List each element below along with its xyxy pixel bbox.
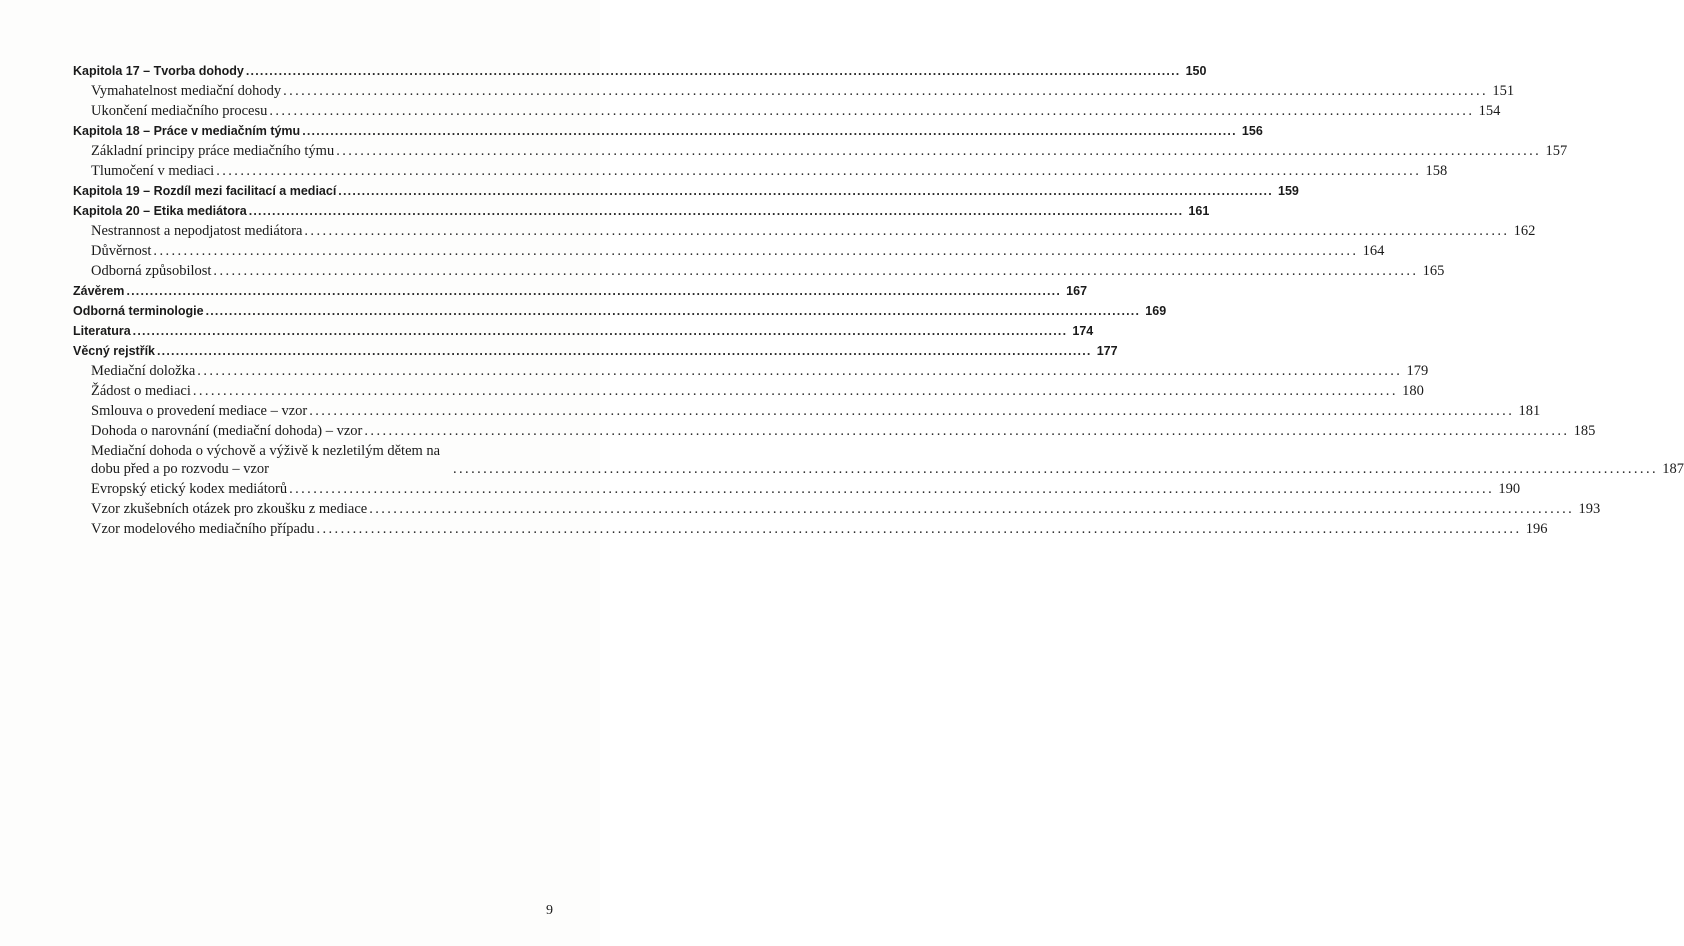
toc-chapter-entry [73, 60, 1207, 80]
toc-subentry [73, 260, 1445, 280]
toc-entry-title: Základní principy práce mediačního týmu [91, 143, 335, 159]
dot-leader: ........................................................................................................................................................................................................ [316, 521, 1522, 537]
dot-leader: ........................................................................................................................................................................................................ [132, 324, 1068, 338]
dot-leader: ........................................................................................................................................................................................................ [213, 263, 1419, 279]
dot-leader: ........................................................................................................................................................................................................ [302, 124, 1237, 138]
toc-entry-page: 193 [1578, 501, 1601, 517]
toc-chapter-entry [73, 320, 1094, 340]
toc-chapter-entry [73, 200, 1210, 220]
toc-entry-title: Kapitola 18 – Práce v mediačním týmu [73, 124, 301, 138]
toc-subentry [73, 400, 1541, 420]
toc-entry-title: Ukončení mediačního procesu [91, 103, 268, 119]
toc-entry-title: Závěrem [73, 284, 125, 298]
dot-leader: ........................................................................................................................................................................................................ [157, 344, 1092, 358]
toc-entry-title: Kapitola 20 – Etika mediátora [73, 204, 247, 218]
toc-entry-page: 180 [1402, 383, 1424, 399]
toc-subentry [73, 380, 1424, 400]
toc-entry-page: 164 [1362, 243, 1385, 259]
toc-subentry [73, 440, 1684, 478]
toc-subentry [73, 220, 1536, 240]
toc-entry-title: Žádost o mediaci [91, 383, 191, 399]
dot-leader: ........................................................................................................................................................................................................ [126, 284, 1062, 298]
toc-entry-page: 159 [1278, 184, 1299, 198]
toc-entry-page: 167 [1066, 284, 1088, 298]
toc-entry-title: Vzor zkušebních otázek pro zkoušku z mediace [91, 501, 368, 517]
dot-leader: ........................................................................................................................................................................................................ [216, 163, 1422, 179]
toc-entry-title: Kapitola 19 – Rozdíl mezi facilitací a mediací [73, 184, 337, 198]
toc-chapter-entry [73, 180, 1299, 200]
table-of-contents [73, 60, 1684, 538]
toc-subentry [73, 160, 1448, 180]
toc-entry-page: 165 [1422, 263, 1445, 279]
toc-subentry [73, 498, 1601, 518]
toc-entry-page: 174 [1072, 324, 1094, 338]
page-number: 9 [546, 903, 553, 918]
toc-entry-page: 162 [1513, 223, 1536, 239]
dot-leader: ........................................................................................................................................................................................................ [304, 223, 1510, 239]
toc-entry-page: 185 [1573, 423, 1596, 439]
toc-entry-page: 150 [1185, 64, 1207, 78]
dot-leader: ........................................................................................................................................................................................................ [453, 461, 1658, 477]
toc-subentry [73, 100, 1501, 120]
toc-entry-page: 151 [1492, 83, 1515, 99]
toc-entry-title: Věcný rejstřík [73, 344, 155, 358]
toc-entry-title: Dohoda o narovnání (mediační dohoda) – vzor [91, 423, 363, 439]
toc-subentry [73, 478, 1521, 498]
toc-entry-title: Důvěrnost [91, 243, 152, 259]
dot-leader: ........................................................................................................................................................................................................ [248, 204, 1184, 218]
dot-leader: ........................................................................................................................................................................................................ [283, 83, 1489, 99]
toc-entry-page: 161 [1188, 204, 1210, 218]
toc-entry-title: Vzor modelového mediačního případu [91, 521, 315, 537]
toc-entry-title: Odborná způsobilost [91, 263, 212, 279]
toc-entry-page: 187 [1662, 461, 1684, 477]
toc-entry-title: Mediační dohoda o výchově a výživě k nezletilým dětem na dobu před a po rozvodu – vzor [91, 443, 441, 477]
toc-entry-page: 196 [1525, 521, 1548, 537]
toc-subentry [73, 420, 1596, 440]
dot-leader: ........................................................................................................................................................................................................ [192, 383, 1398, 399]
toc-entry-page: 177 [1096, 344, 1118, 358]
toc-entry-title: Vymahatelnost mediační dohody [91, 83, 282, 99]
toc-entry-title: Smlouva o provedení mediace – vzor [91, 403, 308, 419]
toc-entry-page: 179 [1406, 363, 1429, 379]
toc-entry-title: Evropský etický kodex mediátorů [91, 481, 288, 497]
toc-entry-page: 169 [1145, 304, 1167, 318]
toc-subentry [73, 360, 1429, 380]
toc-subentry [73, 240, 1385, 260]
toc-entry-title: Literatura [73, 324, 131, 338]
dot-leader: ........................................................................................................................................................................................................ [338, 184, 1273, 198]
toc-subentry [73, 518, 1548, 538]
dot-leader: ........................................................................................................................................................................................................ [289, 481, 1495, 497]
dot-leader: ........................................................................................................................................................................................................ [309, 403, 1515, 419]
toc-chapter-entry [73, 120, 1263, 140]
toc-chapter-entry [73, 340, 1118, 360]
toc-entry-page: 156 [1241, 124, 1263, 138]
toc-chapter-entry [73, 280, 1088, 300]
toc-subentry [73, 140, 1568, 160]
dot-leader: ........................................................................................................................................................................................................ [336, 143, 1542, 159]
toc-entry-page: 157 [1545, 143, 1568, 159]
toc-chapter-entry [73, 300, 1167, 320]
dot-leader: ........................................................................................................................................................................................................ [269, 103, 1475, 119]
dot-leader: ........................................................................................................................................................................................................ [153, 243, 1359, 259]
toc-entry-title: Odborná terminologie [73, 304, 204, 318]
toc-entry-page: 181 [1518, 403, 1541, 419]
toc-entry-title: Tlumočení v mediaci [91, 163, 215, 179]
toc-entry-title: Nestrannost a nepodjatost mediátora [91, 223, 303, 239]
dot-leader: ........................................................................................................................................................................................................ [245, 64, 1181, 78]
dot-leader: ........................................................................................................................................................................................................ [197, 363, 1403, 379]
dot-leader: ........................................................................................................................................................................................................ [369, 501, 1575, 517]
dot-leader: ........................................................................................................................................................................................................ [364, 423, 1570, 439]
toc-subentry [73, 80, 1515, 100]
dot-leader: ........................................................................................................................................................................................................ [205, 304, 1141, 318]
toc-entry-page: 154 [1478, 103, 1501, 119]
toc-entry-page: 190 [1498, 481, 1521, 497]
toc-entry-title: Kapitola 17 – Tvorba dohody [73, 64, 244, 78]
toc-entry-page: 158 [1425, 163, 1448, 179]
toc-entry-title: Mediační doložka [91, 363, 196, 379]
